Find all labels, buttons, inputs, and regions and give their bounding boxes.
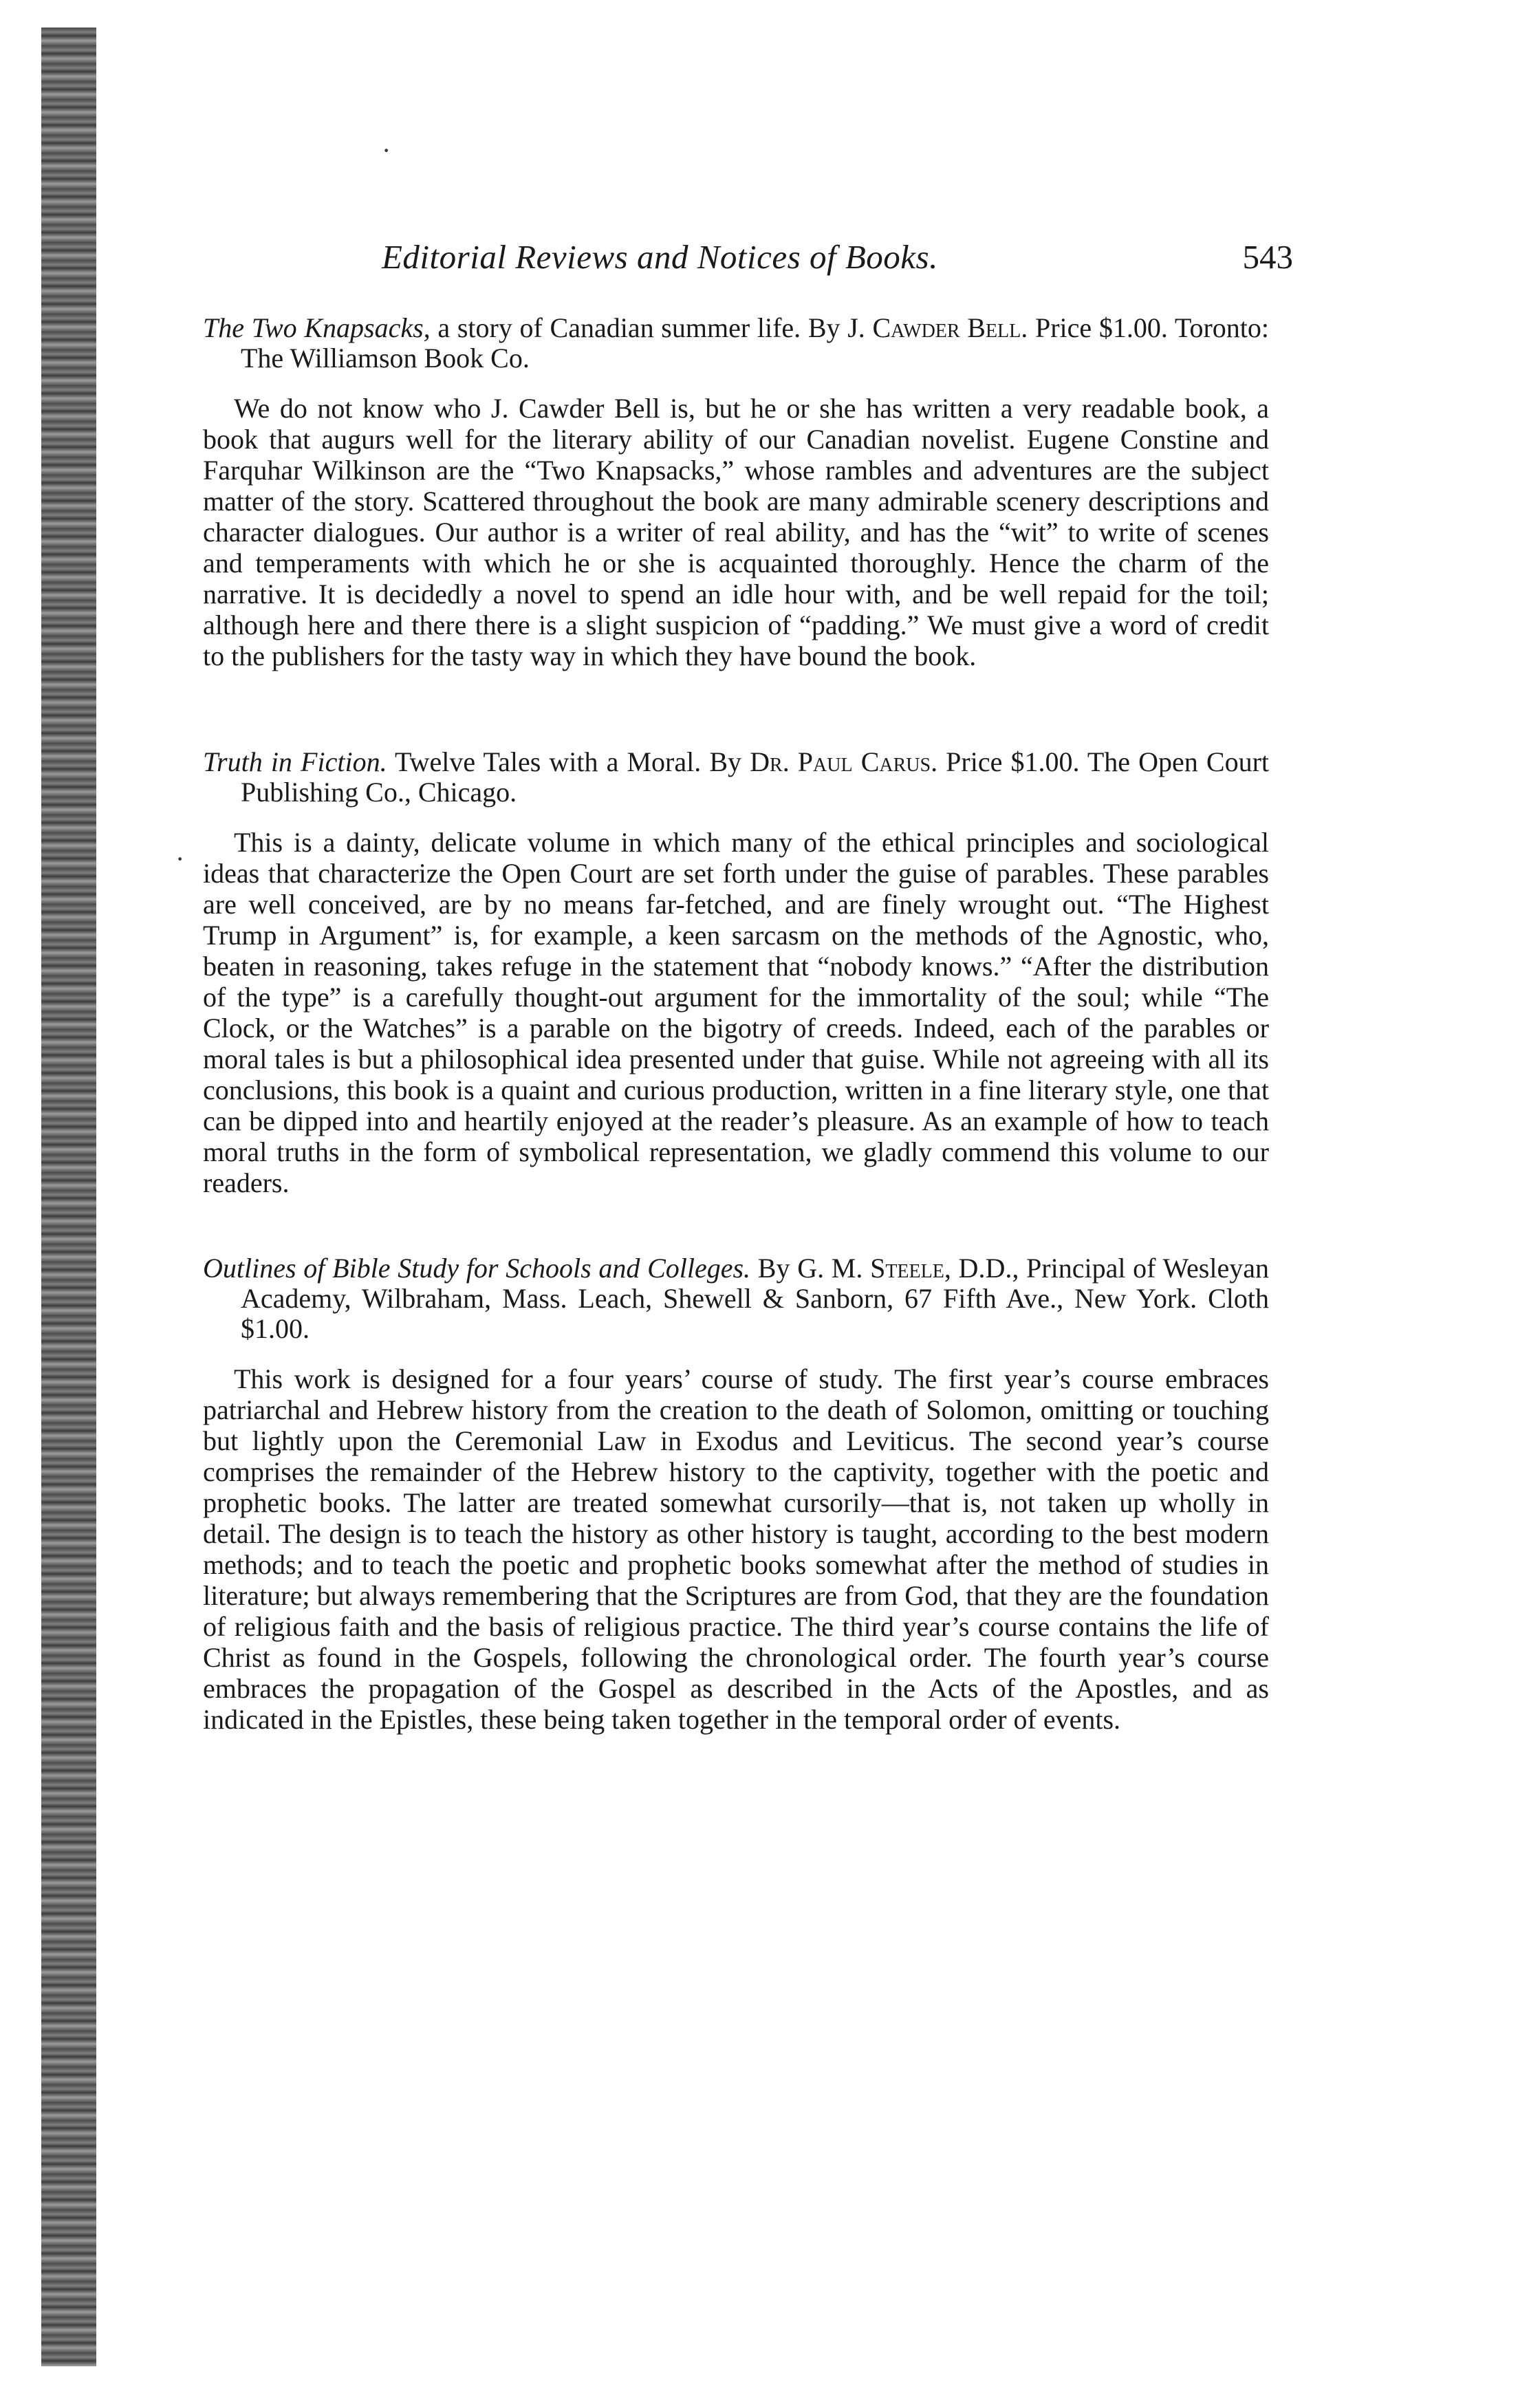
- book-review: [203, 313, 1269, 671]
- review-body: We do not know who J. Cawder Bell is, but he or she has written a very readable book, a book that augurs well for the literary ability of our Canadian novelist. Eugene Constine and Farquhar Wilkinson are the “Two Knapsacks,” whose rambles and adventures are the subject matter of the story. Scattered throughout the book are many admirable scenery descriptions and character dialogues. Our author is a writer of real ability, and has the “wit” to write of scenes and temperaments with which he or she is acquainted thoroughly. Hence the charm of the narrative. It is decidedly a novel to spend an idle hour with, and be well repaid for the toil; although here and there there is a slight suspicion of “padding.” We must give a word of credit to the publishers for the tasty way in which they have bound the book.: [203, 393, 1269, 671]
- review-body: This work is designed for a four years’ course of study. The first year’s course embraces patriarchal and Hebrew history from the creation to the death of Solomon, omitting or touching but lightly upon the Ceremonial Law in Exodus and Leviticus. The second year’s course comprises the remainder of the Hebrew history to the captivity, together with the poetic and prophetic books. The latter are treated somewhat cursorily—that is, not taken up wholly in detail. The design is to teach the history as other history is taught, according to the best modern methods; and to teach the poetic and prophetic books somewhat after the method of studies in literature; but always remembering that the Scriptures are from God, that they are the foundation of religious faith and the basis of religious practice. The third year’s course contains the life of Christ as found in the Gospels, following the chronological order. The fourth year’s course embraces the propagation of the Gospel as described in the Acts of the Apostles, and as indicated in the Epistles, these being taken together in the temporal order of events.: [203, 1363, 1269, 1735]
- print-speck: ·: [175, 843, 185, 874]
- author-name: Dr. Paul Carus: [750, 746, 931, 777]
- book-title: The Two Knapsacks,: [203, 312, 431, 343]
- citation-text: , D.D., Principal of Wesleyan Academy, Wilbraham, Mass. Leach, Shewell & Sanborn, 67 Fifth Ave., New York. Cloth $1.00.: [241, 1253, 1269, 1344]
- author-name: G. M. Steele: [797, 1253, 944, 1284]
- book-review: [203, 1253, 1269, 1735]
- book-title: Outlines of Bible Study for Schools and Colleges.: [203, 1253, 751, 1284]
- page-content: [203, 237, 1293, 1735]
- book-review: [203, 747, 1269, 1198]
- citation-text: . Price $1.00. Toronto: The Williamson Book Co.: [241, 312, 1270, 374]
- book-title: Truth in Fiction.: [203, 746, 387, 777]
- page-number: 543: [1242, 238, 1293, 276]
- author-name: Cawder Bell: [872, 312, 1021, 343]
- print-speck: ·: [382, 135, 391, 166]
- citation-text: . Price $1.00. The Open Court Publishing Co., Chicago.: [241, 746, 1270, 808]
- running-title: Editorial Reviews and Notices of Books.: [382, 238, 938, 276]
- citation-text: By: [750, 1253, 798, 1284]
- running-head: [203, 237, 1293, 285]
- review-citation: [203, 313, 1269, 374]
- citation-text: a story of Canadian summer life. By J.: [430, 312, 873, 343]
- book-spine-binding: [41, 28, 96, 2366]
- citation-text: Twelve Tales with a Moral. By: [387, 746, 750, 777]
- review-citation: [203, 1253, 1269, 1344]
- review-body: This is a dainty, delicate volume in which many of the ethical principles and sociological ideas that characterize the Open Court are set forth under the guise of parables. These parables are well conceived, are by no means far-fetched, and are finely wrought out. “The Highest Trump in Argument” is, for example, a keen sarcasm on the methods of the Agnostic, who, beaten in reasoning, takes refuge in the statement that “nobody knows.” “After the distribution of the type” is a carefully thought-out argument for the immortality of the soul; while “The Clock, or the Watches” is a parable on the bigotry of creeds. Indeed, each of the parables or moral tales is but a philosophical idea presented under that guise. While not agreeing with all its conclusions, this book is a quaint and curious production, written in a fine literary style, one that can be dipped into and heartily enjoyed at the reader’s pleasure. As an example of how to teach moral truths in the form of symbolical representation, we gladly commend this volume to our readers.: [203, 827, 1269, 1198]
- review-citation: [203, 747, 1269, 808]
